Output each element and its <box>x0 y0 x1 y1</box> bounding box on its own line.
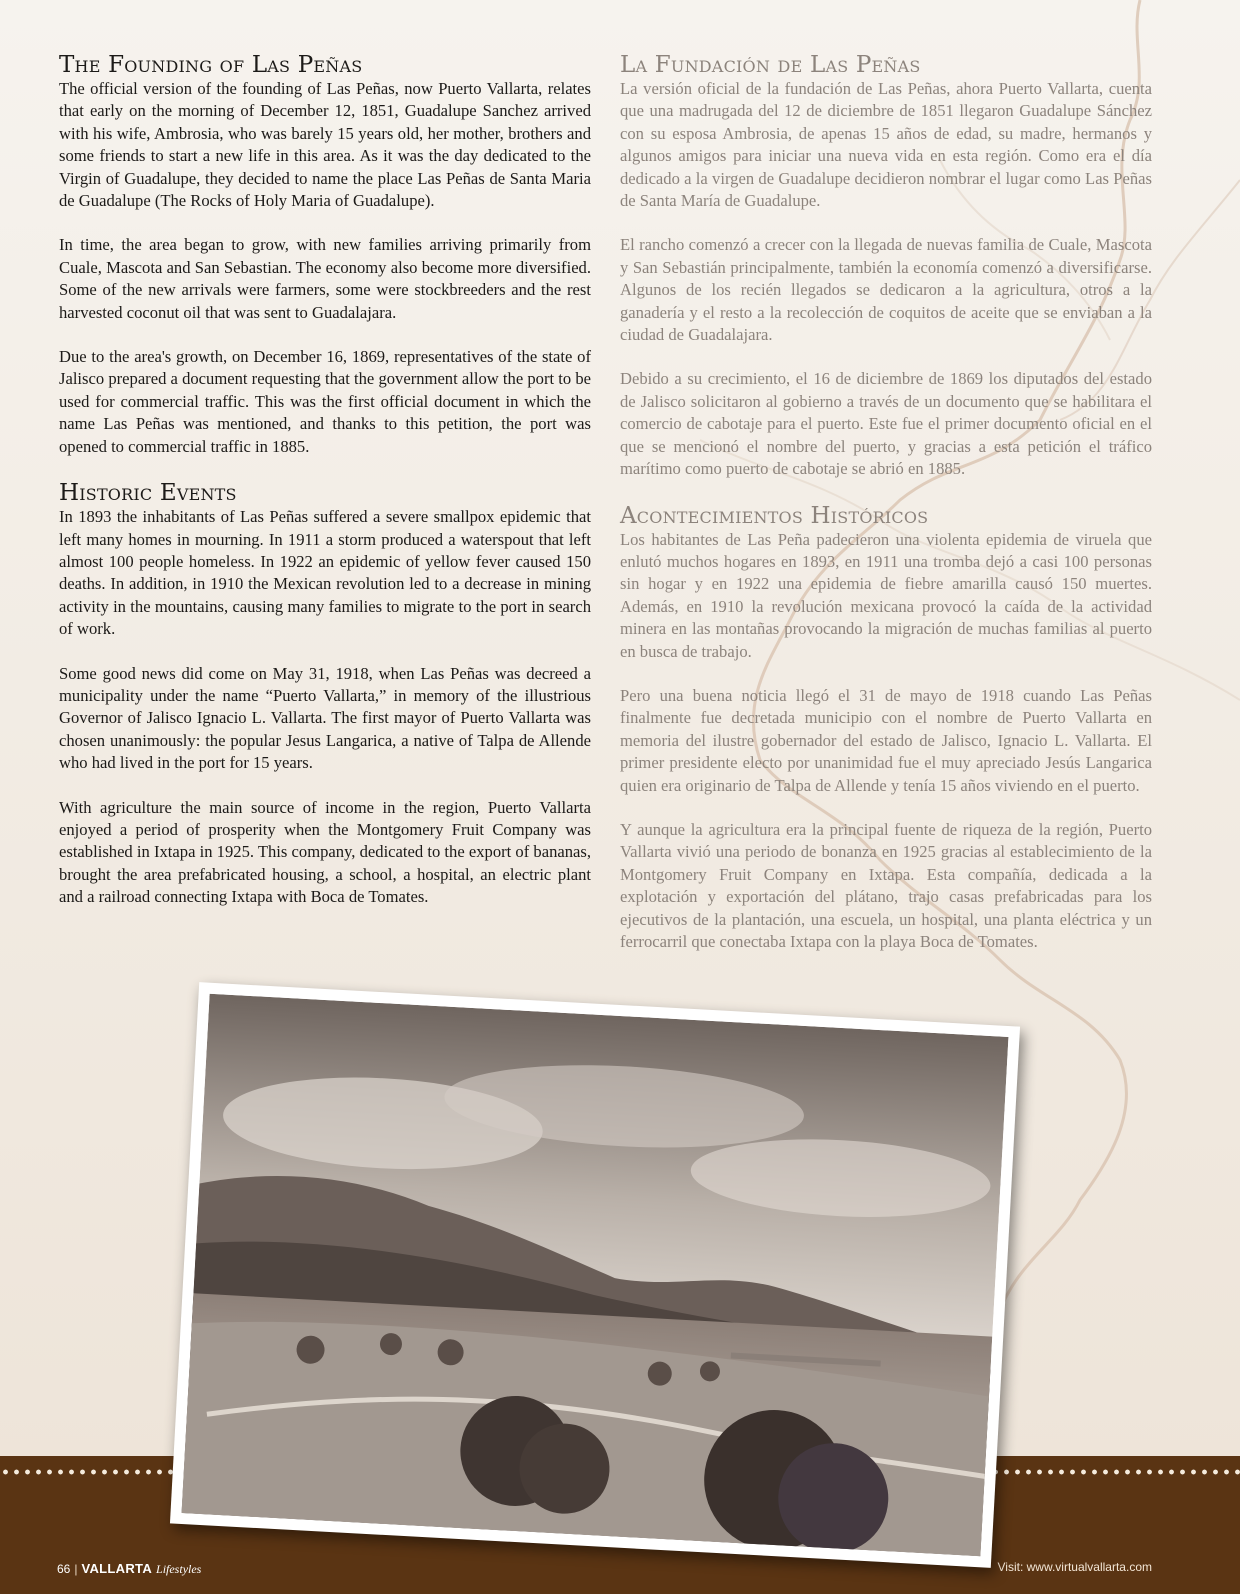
paragraph: Pero una buena noticia llegó el 31 de mayo de 1918 cuando Las Peñas finalmente fue decretada municipio con el nombre de Puerto Vallarta en memoria del ilustre gobernador del estado de Jalisco, Ignacio L. Vallarta. El primer presidente electo por unanimidad fue el muy apreciado Jesús Langarica quien era originario de Talpa de Allende y tenía 15 años viviendo en el puerto. <box>620 685 1152 795</box>
paragraph: La versión oficial de la fundación de Las Peñas, ahora Puerto Vallarta, cuenta que una madrugada del 12 de diciembre de 1851 llegaron Guadalupe Sánchez con su esposa Ambrosia, de apenas 15 años de edad, su madre, hermanos y algunos amigos para iniciar una nueva vida en esta región. Como era el día dedicado a la virgen de Guadalupe decidieron nombrar el lugar como Las Peñas de Santa María de Guadalupe. <box>620 79 1152 211</box>
english-heading-historic-events: Historic Events <box>59 480 237 507</box>
paragraph: In 1893 the inhabitants of Las Peñas suffered a severe smallpox epidemic that left many homes in mourning. In 1911 a storm produced a waterspout that left almost 100 people homeless. In 1922 an epidemic of yellow fever caused 150 deaths. In addition, in 1910 the Mexican revolution led to a decrease in mining activity in the mountains, causing many families to migrate to the port in search of work. <box>59 507 591 639</box>
paragraph: Debido a su crecimiento, el 16 de diciembre de 1869 los diputados del estado de Jalisco solicitaron al gobierno a través de un documento que se habilitara el comercio de cabotaje para el puerto. Este fue el primer documento oficial en el que se mencionó el nombre del puerto, y gracias a esta petición el tráfico marítimo como puerto de cabotaje se abrió en 1885. <box>620 369 1152 479</box>
paragraph: El rancho comenzó a crecer con la llegada de nuevas familia de Cuale, Mascota y San Sebastián principalmente, también la economía comenzó a diversificarse. Algunos de los recién llegados se dedicaron a la agricultura, otros a la ganadería y el resto a la recolección de coquitos de aceite que se enviaban a la ciudad de Guadalajara. <box>620 235 1152 345</box>
spanish-column <box>620 52 1152 975</box>
page-number: 66 <box>57 1562 71 1576</box>
magazine-brand-sub: Lifestyles <box>156 1562 202 1576</box>
footer-separator: | <box>74 1562 78 1576</box>
footer-left <box>57 1561 201 1577</box>
spanish-heading-acontecimientos: Acontecimientos Históricos <box>620 502 929 529</box>
website-link[interactable]: Visit: www.virtualvallarta.com <box>997 1560 1152 1574</box>
paragraph: With agriculture the main source of income in the region, Puerto Vallarta enjoyed a period of prosperity when the Montgomery Fruit Company was established in Ixtapa in 1925. This company, dedicated to the export of bananas, brought the area prefabricated housing, a school, a hospital, an electric plant and a railroad connecting Ixtapa with Boca de Tomates. <box>59 797 591 907</box>
english-heading-founding: The Founding of Las Peñas <box>59 52 363 78</box>
spanish-heading-fundacion: La Fundación de Las Peñas <box>620 52 921 78</box>
photo-image <box>182 994 1009 1557</box>
paragraph: Los habitantes de Las Peña padecieron una violenta epidemia de viruela que enlutó muchos hogares en 1893, en 1911 una tromba dejó a casi 100 personas sin hogar y en 1922 una epidemia de fiebre amarilla causó 150 muertes. Además, en 1910 la revolución mexicana provocó la caída de la actividad minera en las montañas provocando la migración de muchas familias al puerto en busca de trabajo. <box>620 529 1152 661</box>
paragraph: Some good news did come on May 31, 1918, when Las Peñas was decreed a municipality under the name “Puerto Vallarta,” in memory of the illustrious Governor of Jalisco Ignacio L. Vallarta. The first mayor of Puerto Vallarta was chosen unanimously: the popular Jesus Langarica, a native of Talpa de Allende who had lived in the port for 15 years. <box>59 663 591 773</box>
paragraph: The official version of the founding of Las Peñas, now Puerto Vallarta, relates that early on the morning of December 12, 1851, Guadalupe Sanchez arrived with his wife, Ambrosia, who was barely 15 years old, her mother, brothers and some friends to start a new life in this area. As it was the day dedicated to the Virgin of Guadalupe, they decided to name the place Las Peñas de Santa Maria de Guadalupe (The Rocks of Holy Maria of Guadalupe). <box>59 79 591 211</box>
paragraph: In time, the area began to grow, with new families arriving primarily from Cuale, Mascota and San Sebastian. The economy also become more diversified. Some of the new arrivals were farmers, some were stockbreeders and the rest harvested coconut oil that was sent to Guadalajara. <box>59 235 591 322</box>
english-column <box>59 52 591 931</box>
magazine-brand: VALLARTA <box>81 1561 153 1576</box>
historic-landscape-photo <box>170 982 1020 1568</box>
paragraph: Y aunque la agricultura era la principal fuente de riqueza de la región, Puerto Vallarta vivió una periodo de bonanza en 1925 gracias al establecimiento de la Montgomery Fruit Company en Ixtapa. Esta compañía, dedicada a la explotación y exportación del plátano, trajo casas prefabricadas para los ejecutivos de la plantación, una escuela, un hospital, una planta eléctrica y un ferrocarril que conectaba Ixtapa con la playa Boca de Tomates. <box>620 819 1152 951</box>
paragraph: Due to the area's growth, on December 16, 1869, representatives of the state of Jalisco prepared a document requesting that the government allow the port to be used for commercial traffic. This was the first official document in which the name Las Peñas was mentioned, and thanks to this petition, the port was opened to commercial traffic in 1885. <box>59 347 591 456</box>
